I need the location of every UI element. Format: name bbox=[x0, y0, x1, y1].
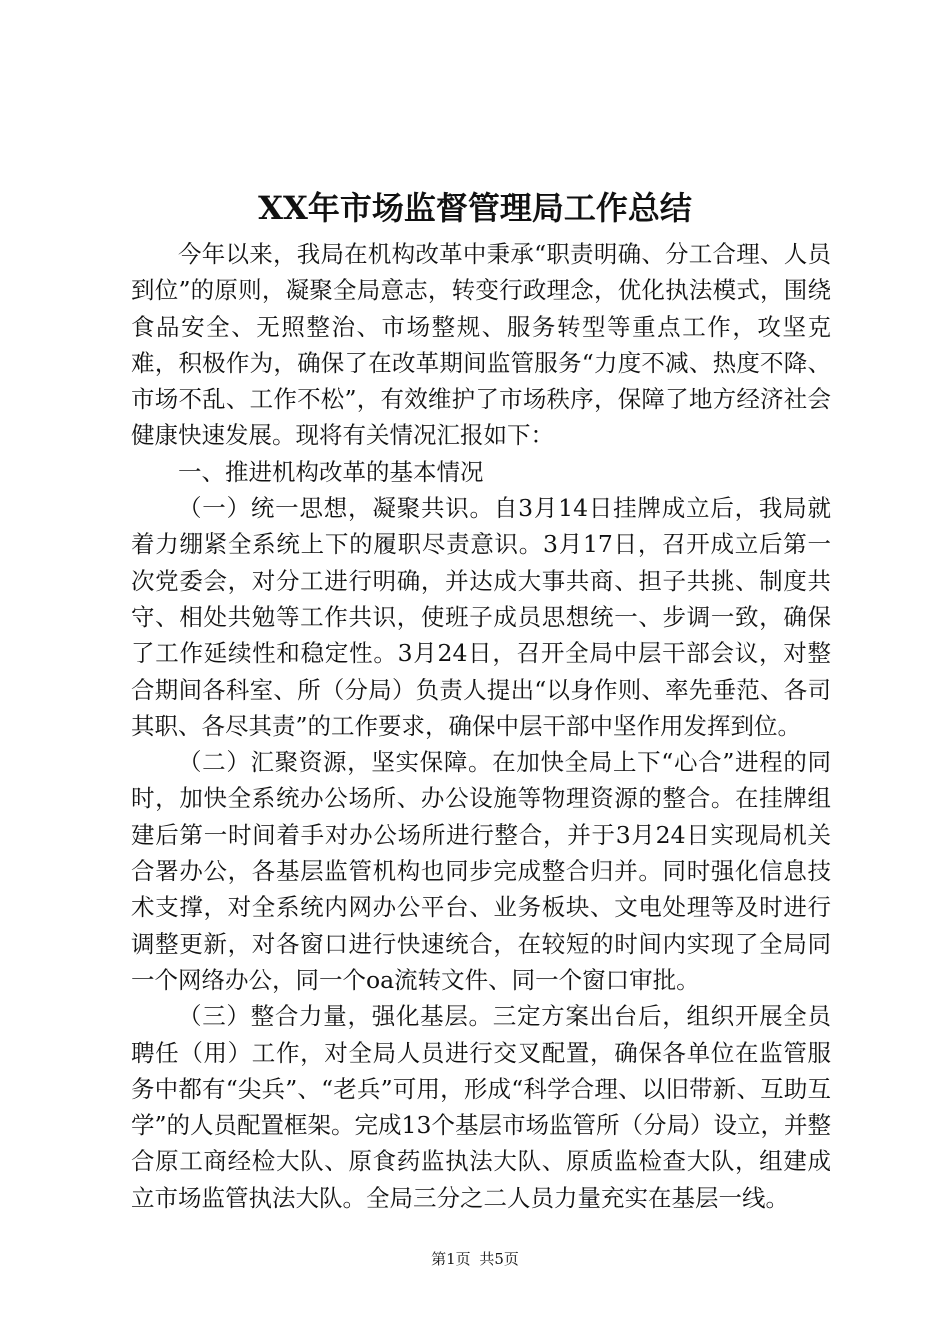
page-number: 第1页 bbox=[431, 1250, 471, 1268]
page-footer bbox=[0, 1249, 950, 1269]
document-body bbox=[131, 236, 831, 1216]
intro-paragraph: 今年以来，我局在机构改革中秉承“职责明确、分工合理、人员到位”的原则，凝聚全局意志，转变行政理念，优化执法模式，围绕食品安全、无照整治、市场整规、服务转型等重点工作，攻坚克难，积极作为，确保了在改革期间监管服务“力度不减、热度不降、市场不乱、工作不松”，有效维护了市场秩序，保障了地方经济社会健康快速发展。现将有关情况汇报如下： bbox=[131, 240, 831, 450]
document-title: XX年市场监督管理局工作总结 bbox=[258, 189, 692, 227]
page-total: 共5页 bbox=[479, 1250, 519, 1268]
body-paragraph-3: （三）整合力量，强化基层。三定方案出台后，组织开展全员聘任（用）工作，对全局人员进行交叉配置，确保各单位在监管服务中都有“尖兵”、“老兵”可用，形成“科学合理、以旧带新、互助互学”的人员配置框架。完成13个基层市场监管所（分局）设立，并整合原工商经检大队、原食药监执法大队、原质监检查大队，组建成立市场监管执法大队。全局三分之二人员力量充实在基层一线。 bbox=[131, 1002, 831, 1212]
section-heading: 一、推进机构改革的基本情况 bbox=[178, 457, 484, 486]
body-paragraph-1: （一）统一思想，凝聚共识。自3月14日挂牌成立后，我局就着力绷紧全系统上下的履职尽责意识。3月17日，召开成立后第一次党委会，对分工进行明确，并达成大事共商、担子共挑、制度共守、相处共勉等工作共识，使班子成员思想统一、步调一致，确保了工作延续性和稳定性。3月24日，召开全局中层干部会议，对整合期间各科室、所（分局）负责人提出“以身作则、率先垂范、各司其职、各尽其责”的工作要求，确保中层干部中坚作用发挥到位。 bbox=[131, 494, 831, 740]
body-paragraph-2: （二）汇聚资源，坚实保障。在加快全局上下“心合”进程的同时，加快全系统办公场所、办公设施等物理资源的整合。在挂牌组建后第一时间着手对办公场所进行整合，并于3月24日实现局机关合署办公，各基层监管机构也同步完成整合归并。同时强化信息技术支撑，对全系统内网办公平台、业务板块、文电处理等及时进行调整更新，对各窗口进行快速统合，在较短的时间内实现了全局同一个网络办公，同一个oa流转文件、同一个窗口审批。 bbox=[131, 748, 831, 994]
